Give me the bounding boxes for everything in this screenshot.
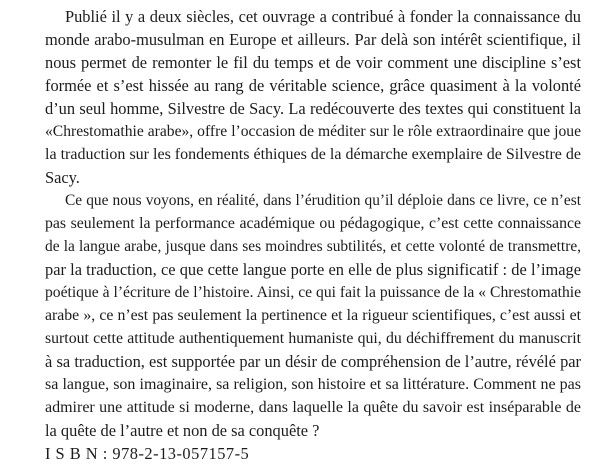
text-line: par la traduction, ce que cette langue porte en elle de plus significatif : de l’image [45, 260, 581, 279]
text-line: Publié il y a deux siècles, cet ouvrage a contribué à fonder la connaissance du [65, 7, 581, 26]
text-line: arabe », ce n’est pas seulement la pertinence et la rigueur scientifiques, c’est aussi et [45, 307, 581, 324]
text-line: Ce que nous voyons, en réalité, dans l’érudition qu’il déploie dans ce livre, ce n’est [65, 192, 581, 209]
text-line: nous permet de remonter le fil du temps et de voir comment une discipline s’est [45, 53, 581, 72]
text-line: poétique à l’écriture de l’histoire. Ainsi, ce qui fait la puissance de la « Chrestomathie [45, 284, 581, 301]
text-line: pas seulement la performance académique ou pédagogique, c’est cette connaissance [45, 215, 581, 232]
text-line: de la langue arabe, jusque dans ses moindres subtilités, et cette volonté de transmettre, [45, 238, 581, 255]
text-line: surtout cette attitude authentiquement humaniste qui, du déchiffrement du manuscrit [45, 330, 581, 347]
text-line: monde arabo-musulman en Europe et ailleurs. Par delà son intérêt scientifique, il [45, 30, 581, 49]
text-line: la traduction sur les fondements éthiques de la démarche exemplaire de Silvestre de [45, 146, 581, 163]
text-line: à sa traduction, est supportée par un désir de compréhension de l’autre, révélé par [45, 352, 581, 371]
text-line: «Chrestomathie arabe», offre l’occasion de méditer sur le rôle extraordinaire que joue [45, 123, 581, 140]
text-line: sa langue, son imaginaire, sa religion, son histoire et sa littérature. Comment ne pas [45, 376, 581, 393]
text-line: d’un seul homme, Silvestre de Sacy. La redécouverte des textes qui constituent la [45, 99, 581, 118]
paragraph-2 [45, 189, 581, 442]
text-line: la quête de l’autre et non de sa conquête ? [45, 421, 320, 440]
paragraph-1 [45, 5, 581, 189]
isbn-label: I S B N : 978-2-13-057157-5 [45, 444, 250, 463]
text-line: admirer une attitude si moderne, dans laquelle la quête du savoir est inséparable de [45, 399, 581, 416]
text-line: Sacy. [45, 168, 80, 187]
text-line: formée et s’est hissée au rang de véritable science, grâce quasiment à la volonté [45, 76, 581, 95]
